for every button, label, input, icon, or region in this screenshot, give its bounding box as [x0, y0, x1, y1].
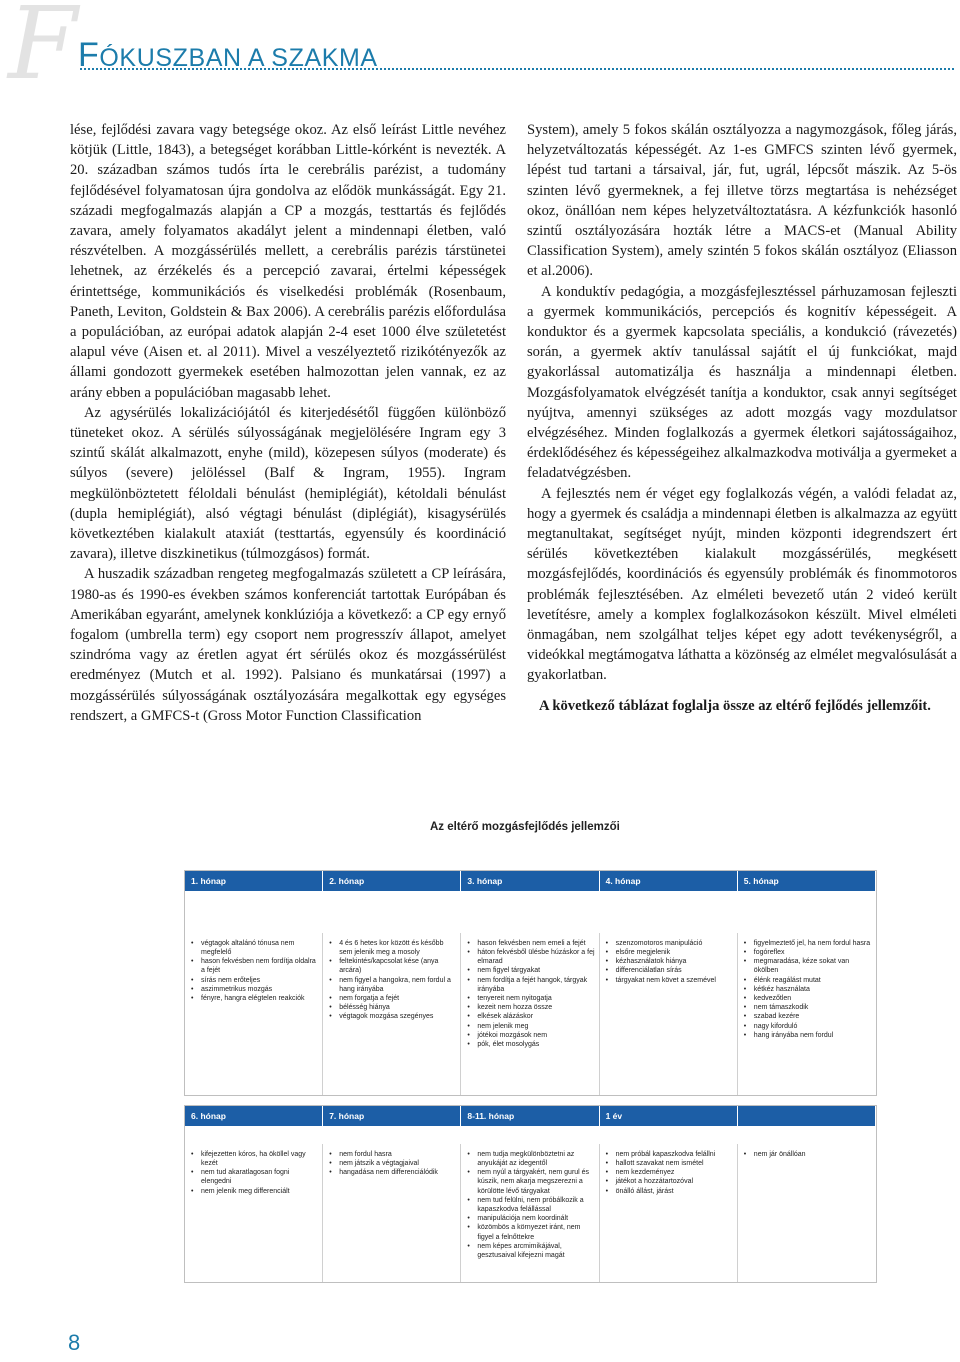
table-list-item: • tenyereit nem nyitogatja [467, 994, 594, 1003]
table-list-item: • sírás nem erőteljes [191, 976, 318, 985]
table-cell-list [744, 939, 872, 1040]
table-header-cell: 1. hónap [185, 871, 323, 891]
table-list-item: • fényre, hangra elégtelen reakciók [191, 994, 318, 1003]
table-list-item: • kézhasználatok hiánya [606, 957, 733, 966]
section-title-initial: F [78, 36, 100, 74]
table-header-cell: 6. hónap [185, 1106, 323, 1126]
left-paragraph-1: lése, fejlődési zavara vagy betegsége okoz. Az első leírást Little nevéhez kötjük (Little, 1843), a betegséget korábban Little-kórként is nevezték. A 20. században számos tudós írta le cerebrális parézist, a tudomány fejlődésével folyamatosan újra gondolva az elődök munkásságát. Egy 21. századi megfogalmazás alapján a CP a mozgás, testtartás és fejlődés zavara, amely folyamatos akadályt jelent a mindennapi életben, való részvételben. A mozgássérülés mellett, a cerebrális parézis társtünetei lehetnek, az érzékelés és a percepció zavarai, értelmi képességek érintettsége, kommunikációs és viselkedési problémák (Rosenbaum, Paneth, Leviton, Goldstein & Bax 2006). A cerebrális parézis előfordulása a populációban, az európai adatok alapján 2-4 eset 1000 élve születetést alapul véve (Aisen et. al 2011). Mivel a veszélyeztető rizikótényezők az állami gondozott gyermekek esetében halmozottan jelen vannak, ez az arány ebben a populációban magasabb lehet. [70, 122, 506, 401]
table-cell-list [191, 939, 318, 1003]
table-header-cell: 1 év [600, 1106, 738, 1126]
table-list-item: • nagy kiforduló [744, 1022, 872, 1031]
left-paragraph-2: Az agysérülés lokalizációjától és kiterjedésétől függően különböző tüneteket okoz. A sérülés súlyosságának megjelölésére Ingram egy 3 szintű skálát alkalmazott, enyhe (mild), közepesen súlyos (moderate) és súlyos (severe) jelöléssel (Balf & Ingram, 1955). Ingram megkülönböztetett féloldali bénulást (hemiplégiát), kétoldali bénulást (dupla hemiplégiát), alsó végtagi bénulást (diplégiát), kisagysérülés következtében kialakult ataxiát (testtartás, egyensúly és koordináció zavara), illetve diszkinetikus (túlmozgásos) formát. [70, 404, 506, 563]
right-paragraph-3: A fejlesztés nem ér véget egy foglalkozás végén, a valódi feladat az, hogy a gyermek és családja a mindennapi életben is alkalmazza az együtt megtanultakat, segítséget nyújt, minden központi idegrendszert ért sérülés következtében kialakult mozgássérülés, megkésett mozgásfejlődés, koordinációs és egyensúly problémák és finommotoros problémák fejlesztésében. Az elméleti bevezető után 2 videó került levetítésre, amely a komplex foglalkozásokon készült. Mivel elméleti önmagában, nem szolgálhat teljes képet egy adott tevékenységről, a videókkal megtámogatva láthatta a közönség az elmélet megvalósulását a gyakorlatban. [527, 485, 957, 684]
table-list-item: • jótékoi mozgások nem [467, 1031, 594, 1040]
table-list-item: • nem nyúl a tárgyakért, nem gurul és kúszik, nem akarja megszerezni a körülötte lévő tárgyakat [467, 1168, 594, 1196]
table-cell [461, 1144, 599, 1282]
table-list-item: • kétkéz használata [744, 985, 872, 994]
table-list-item: • nem képes arcmimikájával, gesztusaival kifejezni magát [467, 1242, 594, 1260]
table-list-item: • nem fordul hasra [329, 1150, 456, 1159]
table-cell [738, 1144, 876, 1282]
table-list-item: • kezeit nem hozza össze [467, 1003, 594, 1012]
table-list-item: • végtagok mozgása szegényes [329, 1012, 456, 1021]
table-list-item: • nem kezdeményez [606, 1168, 733, 1177]
table-list-item: • nem figyel a hangokra, nem fordul a hang irányába [329, 976, 456, 994]
table-header-cell: 3. hónap [461, 871, 599, 891]
table-cell-list [744, 1150, 872, 1159]
table-list-item: • játékot a hozzátartozóval [606, 1177, 733, 1186]
table-list-item: • nem játszik a végtagjaival [329, 1159, 456, 1168]
table-list-item: • hason fekvésben nem emeli a fejét [467, 939, 594, 948]
table-list-item: • nem tud akaratlagosan fogni elengedni [191, 1168, 318, 1186]
table-list-item: • nem tud felülni, nem próbálkozik a kapaszkodva felállással [467, 1196, 594, 1214]
table-list-item: • 4 és 6 hetes kor között és később sem jelenik meg a mosoly [329, 939, 456, 957]
table-cell [185, 1144, 323, 1282]
table-list-item: • bélésség hiánya [329, 1003, 456, 1012]
table-list-item: • nem forgatja a fejét [329, 994, 456, 1003]
table-cell-list [606, 939, 733, 985]
table-cell [185, 933, 323, 1095]
right-paragraph-1: System), amely 5 fokos skálán osztályozza a nagymozgások, főleg járás, helyzetváltozatás képességét. Az 1-es GMFCS szinten lévő gyermek, lépést tud tartani a társaival, jár, fut, ugrál, lépcsőt mászik. Az 5-ös szinten lévő gyermeknek, a fej illetve törzs megtartása is nehézséget okoz, önállóan nem képes helyzetváltoztatásra. A kézfunkciók hasonló szintű osztályozására hozták létre a MACS-et (Manual Ability Classification System), amely szintén 5 fokos skálán osztályoz (Eliasson et al.2006). [527, 122, 957, 280]
table-list-item: • kifejezetten kóros, ha ököllel vagy kezét [191, 1150, 318, 1168]
table-cell-list [329, 1150, 456, 1178]
header-divider [80, 68, 954, 70]
table-cell [323, 933, 461, 1095]
table-list-item: • hallott szavakat nem ismétel [606, 1159, 733, 1168]
table-list-item: • nem fordítja a fejét hangok, tárgyak irányába [467, 976, 594, 994]
table-intro: A következő táblázat foglalja össze az eltérő fejlődés jellemzőit. [539, 697, 931, 714]
table-list-item: • nem figyel tárgyakat [467, 966, 594, 975]
page-number: 8 [68, 1330, 81, 1355]
table-list-item: • nem jelenik meg [467, 1022, 594, 1031]
table-cell [461, 933, 599, 1095]
left-column [70, 120, 506, 726]
table-cell-list [467, 939, 594, 1049]
table-list-item: • hangadása nem differenciálódik [329, 1168, 456, 1177]
table-list-item: • élénk reagálást mutat [744, 976, 872, 985]
table-caption: Az eltérő mozgásfejlődés jellemzői [430, 821, 620, 833]
table-header-cell: 2. hónap [323, 871, 461, 891]
logo-watermark: F [8, 0, 78, 102]
table-list-item: • manipulációja nem koordinált [467, 1214, 594, 1223]
table-list-item: • végtagok altalánó tónusa nem megfelelő [191, 939, 318, 957]
section-title-rest: ÓKUSZBAN A SZAKMA [99, 44, 378, 72]
table-list-item: • differenciálatlan sírás [606, 966, 733, 975]
table-header-cell: 7. hónap [323, 1106, 461, 1126]
table-list-item: • nem jár önállóan [744, 1150, 872, 1159]
table-list-item: • hason fekvésben nem fordítja oldalra a fejét [191, 957, 318, 975]
table-list-item: • háton fekvésből ülésbe húzáskor a fej elmarad [467, 948, 594, 966]
table-cell [600, 1144, 738, 1282]
table-list-item: • megmaradása, kéze sokat van ökölben [744, 957, 872, 975]
table-list-item: • pók, élet mosolygás [467, 1040, 594, 1049]
table-header-cell: 8-11. hónap [461, 1106, 599, 1126]
table-header-cell: 5. hónap [738, 871, 876, 891]
table-cell-list [329, 939, 456, 1022]
table-list-item: • kedvezőtlen [744, 994, 872, 1003]
right-column [527, 120, 957, 716]
table-list-item: • hang irányába nem fordul [744, 1031, 872, 1040]
table-list-item: • nem támaszkodik [744, 1003, 872, 1012]
table-list-item: • közömbös a környezet iránt, nem figyel a felnőttekre [467, 1223, 594, 1241]
table-list-item: • tárgyakat nem követ a szemével [606, 976, 733, 985]
table-cell-list [191, 1150, 318, 1196]
table-list-item: • aszimmetrikus mozgás [191, 985, 318, 994]
development-table-block-1 [184, 870, 877, 1096]
left-paragraph-3: A huszadik században rengeteg megfogalmazás született a CP leírására, 1980-as és 1990-es években számos konferenciát tartottak Európában és Amerikában egyaránt, amelynek konklúziója a következő: a CP egy ernyő fogalom (umbrella term) egy csoport nem progresszív állapot, amelyet szindróma vagy az éretlen agyat ért sérülés okoz és mozgássérülést eredményez (Mutch et al. 1992). Palsiano és munkatársai (1997) a mozgássérülés súlyosságának osztályozására megalkottak egy egységes rendszert, a GMFCS-t (Gross Motor Function Classification [70, 566, 506, 724]
table-list-item: • elkések alázáskor [467, 1012, 594, 1021]
table-list-item: • nem próbál kapaszkodva felállni [606, 1150, 733, 1159]
table-list-item: • szabad kezére [744, 1012, 872, 1021]
table-list-item: • figyelmeztető jel, ha nem fordul hasra [744, 939, 872, 948]
table-list-item: • nem tudja megkülönböztetni az anyukáját az idegentől [467, 1150, 594, 1168]
table-header-cell: 4. hónap [600, 871, 738, 891]
table-list-item: • fogóreflex [744, 948, 872, 957]
table-list-item: • feltekintés/kapcsolat kése (anya arcára) [329, 957, 456, 975]
development-table-block-2 [184, 1105, 877, 1283]
table-cell [600, 933, 738, 1095]
table-list-item: • önálló állást, járást [606, 1187, 733, 1196]
table-list-item: • elsőre megjelenik [606, 948, 733, 957]
table-cell [323, 1144, 461, 1282]
table-list-item: • nem jelenik meg differenciált [191, 1187, 318, 1196]
table-cell-list [606, 1150, 733, 1196]
right-paragraph-2: A konduktív pedagógia, a mozgásfejlesztéssel párhuzamosan fejleszti a gyermek kommunikációs, percepciós és kognitív képességeit. A konduktor és a gyermek kapcsolata speciális, a kondukció (rávezetés) során, a gyermek aktív tanulással sajátít el új funkciókat, majd gyakorlással automatizálja és használja a mindennapi életben. Mozgásfolyamatok elvégzését tanítja a konduktor, csak annyi segítséget nyújtva, amennyi szükséges az adott mozgás vagy mozdulatsor elvégzéséhez. Minden foglalkozás a gyermek életkori sajátosságaihoz, érdeklődéséhez és képességeihez alkalmazkodva motiválja a gyermeket a feladatvégzésben. [527, 283, 957, 482]
table-header-cell [738, 1106, 876, 1126]
table-cell [738, 933, 876, 1095]
table-cell-list [467, 1150, 594, 1260]
table-list-item: • szenzomotoros manipuláció [606, 939, 733, 948]
